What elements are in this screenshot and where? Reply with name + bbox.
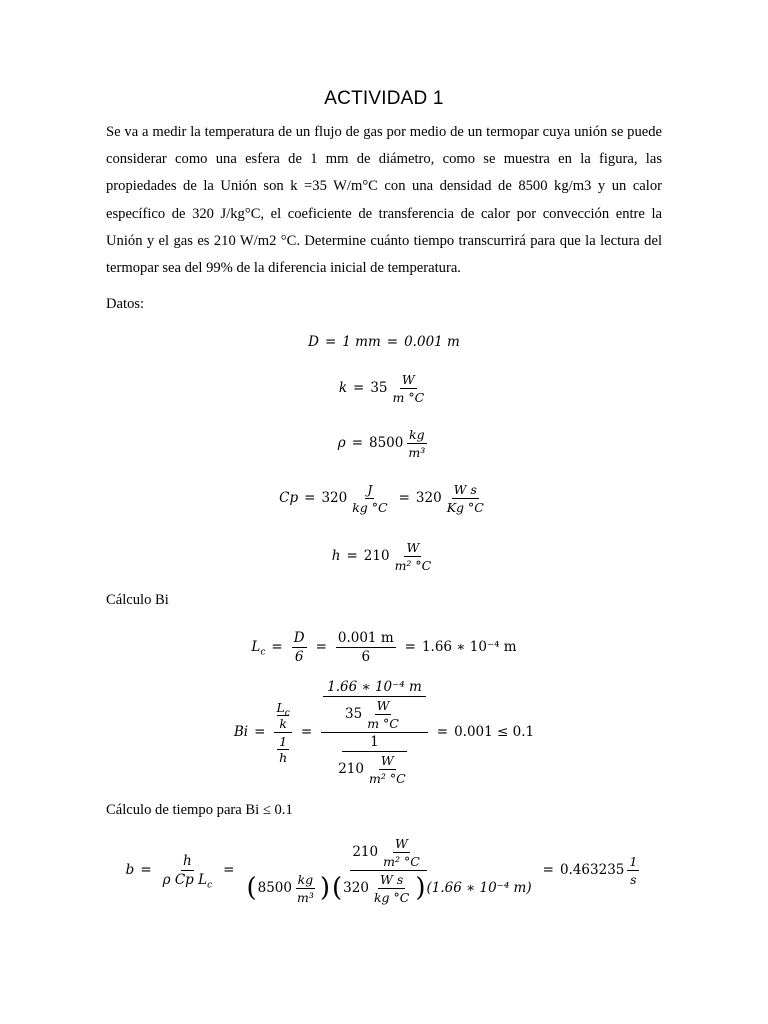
eq-lc-rhs: 1.66 ∗ 10⁻⁴ m (421, 639, 517, 655)
eq-d-rhs: 0.001 m (404, 334, 460, 350)
eq-bi-symbolic-fraction: $L_c$ k 1 h (276, 699, 290, 765)
problem-statement: Se va a medir la temperatura de un flujo de gas por medio de un termopar cuya unión se puede considerar como una esfera de 1 mm de diámetro, como se muestra en la figura, las propiedades de la Unión son k =35 W/m°C con una densidad de 8500 kg/m3 y un calor específico de 320 J/kg°C, el coeficiente de transferencia de calor por convección entre la Unión y el gas es 210 W/m2 °C. Determine cuánto tiempo transcurrirá para que la lectura del termopar sea del 99% de la diferencia inicial de temperatura. (106, 124, 662, 277)
eq-lc-fraction2: $\frac{0.001 m}{6}$ (337, 629, 394, 665)
eq-b-symbolic-fraction: $\frac{h}{\rho Cp L_c}$ (162, 852, 213, 891)
datos-label: Datos: (106, 296, 145, 312)
eq-rho-lhs: ρ (337, 435, 346, 451)
equation-conductivity: k = 35 $\frac{W}{m ^\circ C}$ (338, 371, 425, 405)
eq-cp-fraction1: $\frac{J}{kg ^\circ C}$ (352, 481, 388, 515)
eq-bi-numeric-fraction: 1.66 ∗ 10⁻⁴ m 35 $\frac{W}{m ^\circ C}$ 1 210 $\frac{W}{\text{m² °C}}$ (321, 679, 428, 786)
equation-diameter: D = 1 mm = 0.001 m (308, 334, 460, 350)
eq-b-lhs: b (125, 862, 135, 878)
equation-specific-heat: Cp = 320 $\frac{J}{kg ^\circ C}$ = 320 $\frac{\text{W s}}{Kg ^\circ C}$ (279, 481, 484, 515)
eq-bi-rhs: 0.001 ≤ 0.1 (454, 724, 535, 740)
eq-cp-val2: 320 (415, 490, 442, 506)
eq-b-units: $\frac{1}{s}$ (629, 853, 638, 887)
eq-lc-lhs: $L_c$ (251, 639, 266, 658)
eq-bi-lhs: Bi (233, 724, 249, 740)
equation-characteristic-length: $L_c$ = $\frac{D}{6}$ = $\frac{0.001 m}{6}$ = 1.66 ∗ 10⁻⁴ m (251, 629, 517, 665)
eq-b-rhs: 0.463235 (559, 862, 625, 878)
equation-time-constant: b = $\frac{h}{\rho Cp L_c}$ = 210 $\frac{W}{\text{m² °C}}$ ( 8500 $\frac{kg}{\text{m³}}$ ) ( 320 $\frac{\text{W s}}{kg ^\circ C}$ ) (1.66 ∗ 10⁻⁴ m) = 0.463235 $\frac{1}{s}$ (125, 835, 638, 905)
eq-cp-val1: 320 (321, 490, 348, 506)
eq-rho-fraction: $\frac{kg}{\text{m³}}$ (408, 426, 426, 460)
eq-k-fraction: $\frac{W}{m ^\circ C}$ (392, 371, 425, 405)
eq-h-val: 210 (363, 548, 390, 564)
eq-cp-lhs: Cp (279, 490, 299, 506)
page-title: ACTIVIDAD 1 (324, 88, 444, 109)
calculo-bi-label: Cálculo Bi (106, 592, 169, 608)
eq-b-numeric-fraction: 210 $\frac{W}{\text{m² °C}}$ ( 8500 $\frac{kg}{\text{m³}}$ ) ( 320 $\frac{\text{W s}}{kg ^\circ C}$ ) (1.66 ∗ 10⁻⁴ m) (246, 835, 532, 905)
eq-d-lhs: D (308, 334, 319, 350)
eq-k-lhs: k (338, 380, 348, 396)
equation-convection: h = 210 $\frac{W}{\text{m² °C}}$ (331, 539, 432, 573)
eq-h-fraction: $\frac{W}{\text{m² °C}}$ (394, 539, 432, 573)
calculo-tiempo-label: Cálculo de tiempo para Bi ≤ 0.1 (106, 802, 293, 818)
eq-cp-fraction2: $\frac{\text{W s}}{Kg ^\circ C}$ (446, 481, 484, 515)
equation-density: ρ = 8500 $\frac{kg}{\text{m³}}$ (337, 426, 426, 460)
eq-h-lhs: h (331, 548, 341, 564)
eq-k-val: 35 (370, 380, 388, 396)
eq-rho-val: 8500 (369, 435, 404, 451)
eq-lc-fraction1: $\frac{D}{6}$ (293, 629, 305, 665)
eq-d-mid: 1 mm (342, 334, 381, 350)
equation-biot: Bi = $L_c$ k 1 h = 1.66 ∗ 10⁻⁴ m 35 $\frac{W}{m ^\circ C}$ 1 210 $\frac{W}{\text{m² °C}}$ = 0.001 ≤ 0.1 (233, 678, 535, 786)
